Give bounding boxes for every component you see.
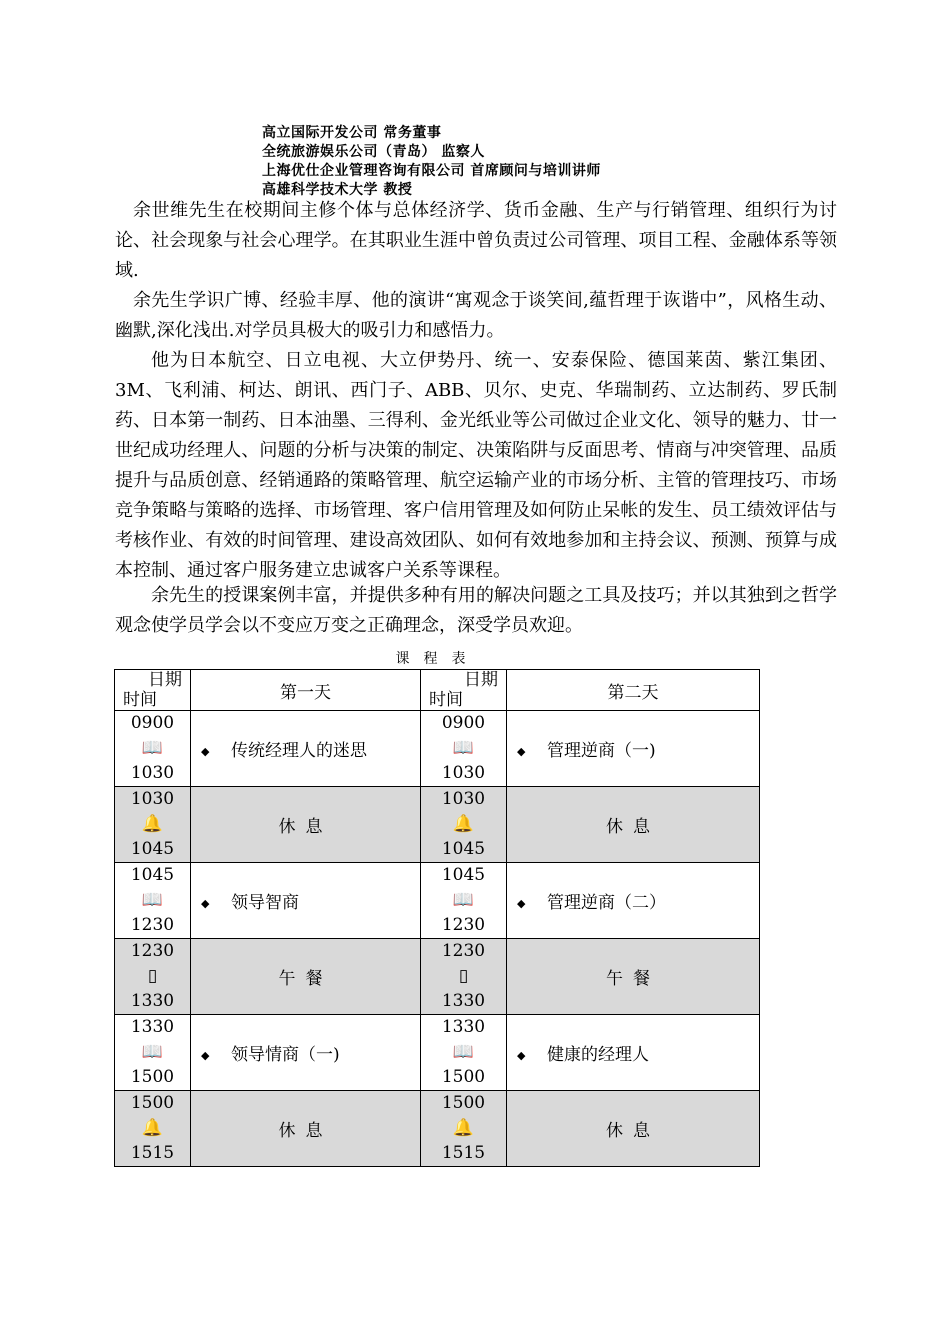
bio-paragraph-clients: 他为日本航空、日立电视、大立伊势丹、统一、安泰保险、德国莱茵、紫江集团、3M、飞利浦、柯达、朗讯、西门子、ABB、贝尔、史克、华瑞制药、立达制药、罗氏制药、日本第一制药、日本油墨、三得利、金光纸业等公司做过企业文化、领导的魅力、廿一世纪成功经理人、问题的分析与决策的制定、决策陷阱与反面思考、情商与冲突管理、品质提升与品质创意、经销通路的策略管理、航空运输产业的市场分析、主管的管理技巧、市场竞争策略与策略的选择、市场管理、客户信用管理及如何防止呆帐的发生、员工绩效评估与考核作业、有效的时间管理、建设高效团队、如何有效地参加和主持会议、预测、预算与成本控制、通过客户服务建立忠诚客户关系等课程。 — [115, 350, 837, 581]
end-time: 1330 — [441, 991, 486, 1011]
title-list — [262, 124, 601, 200]
break-cell — [507, 1091, 760, 1167]
time-label: 时间 — [123, 690, 157, 710]
session-title: 管理逆商（一) — [547, 741, 656, 761]
time-slot-cell — [421, 863, 507, 939]
bio-paragraph-style: 余先生学识广博、经验丰厚、他的演讲“寓观念于谈笑间,蕴哲理于诙谐中”，风格生动、幽默,深化浅出.对学员具极大的吸引力和感悟力。 — [115, 290, 837, 341]
time-slot-cell — [421, 711, 507, 787]
end-time: 1045 — [130, 839, 175, 859]
course-schedule-table — [114, 669, 760, 1167]
start-time: 0900 — [441, 713, 486, 733]
title-line: 全统旅游娱乐公司（青岛） 监察人 — [262, 144, 485, 160]
diamond-bullet-icon: ◆ — [517, 1049, 526, 1062]
break-label: 休息 — [278, 1121, 333, 1141]
session-title: 领导情商（一) — [231, 1045, 340, 1065]
book-icon: 📖 — [141, 890, 164, 910]
session-cell — [507, 711, 760, 787]
start-time: 1330 — [130, 1017, 175, 1037]
date-time-header — [115, 670, 191, 711]
book-icon: 📖 — [141, 738, 164, 758]
start-time: 1230 — [130, 941, 175, 961]
book-icon: 📖 — [141, 1042, 164, 1062]
break-cell — [507, 939, 760, 1015]
time-slot-cell — [115, 863, 191, 939]
time-slot-cell — [115, 1015, 191, 1091]
time-slot-cell — [115, 787, 191, 863]
diamond-bullet-icon: ◆ — [517, 897, 526, 910]
start-time: 1030 — [130, 789, 175, 809]
time-slot-cell — [421, 939, 507, 1015]
start-time: 1330 — [441, 1017, 486, 1037]
diamond-bullet-icon: ◆ — [201, 897, 210, 910]
table-row — [115, 711, 760, 787]
end-time: 1515 — [441, 1143, 486, 1163]
break-cell — [191, 787, 421, 863]
session-cell — [191, 863, 421, 939]
session-cell — [191, 1015, 421, 1091]
bell-icon: 🔔 — [141, 814, 164, 834]
date-label: 日期 — [464, 670, 498, 690]
diamond-bullet-icon: ◆ — [201, 1049, 210, 1062]
end-time: 1515 — [130, 1143, 175, 1163]
break-label: 休息 — [606, 1121, 660, 1141]
bell-icon: 🔔 — [452, 1118, 475, 1138]
title-line: 高雄科学技术大学 教授 — [262, 182, 413, 198]
time-slot-cell — [115, 711, 191, 787]
end-time: 1230 — [441, 915, 486, 935]
missing-glyph-icon: ▯ — [147, 966, 158, 986]
diamond-bullet-icon: ◆ — [517, 745, 526, 758]
time-slot-cell — [115, 1091, 191, 1167]
table-caption: 课程表 — [395, 651, 480, 667]
bio-paragraph-teaching: 余先生的授课案例丰富，并提供多种有用的解决问题之工具及技巧；并以其独到之哲学观念使学员学会以不变应万变之正确理念，深受学员欢迎。 — [115, 585, 837, 636]
table-row — [115, 787, 760, 863]
break-label: 午餐 — [606, 969, 660, 989]
time-label: 时间 — [429, 690, 463, 710]
break-label: 午餐 — [278, 969, 333, 989]
title-line: 高立国际开发公司 常务董事 — [262, 125, 442, 141]
session-cell — [507, 863, 760, 939]
end-time: 1030 — [441, 763, 486, 783]
session-cell — [191, 711, 421, 787]
diamond-bullet-icon: ◆ — [201, 745, 210, 758]
date-time-header — [421, 670, 507, 711]
start-time: 0900 — [130, 713, 175, 733]
start-time: 1500 — [441, 1093, 486, 1113]
start-time: 1500 — [130, 1093, 175, 1113]
table-row — [115, 1015, 760, 1091]
break-cell — [507, 787, 760, 863]
day1-header: 第一天 — [191, 670, 421, 711]
session-title: 健康的经理人 — [547, 1045, 649, 1065]
end-time: 1500 — [130, 1067, 175, 1087]
end-time: 1230 — [130, 915, 175, 935]
break-cell — [191, 939, 421, 1015]
date-label: 日期 — [148, 670, 182, 690]
book-icon: 📖 — [452, 1042, 475, 1062]
start-time: 1030 — [441, 789, 486, 809]
session-title: 管理逆商（二） — [547, 893, 666, 913]
start-time: 1230 — [441, 941, 486, 961]
bell-icon: 🔔 — [452, 814, 475, 834]
break-cell — [191, 1091, 421, 1167]
bio-paragraph-education: 余世维先生在校期间主修个体与总体经济学、货币金融、生产与行销管理、组织行为讨论、社会现象与社会心理学。在其职业生涯中曾负责过公司管理、项目工程、金融体系等领域. — [115, 200, 837, 281]
day2-header: 第二天 — [507, 670, 760, 711]
time-slot-cell — [115, 939, 191, 1015]
table-row — [115, 1091, 760, 1167]
table-row — [115, 863, 760, 939]
book-icon: 📖 — [452, 890, 475, 910]
time-slot-cell — [421, 787, 507, 863]
start-time: 1045 — [130, 865, 175, 885]
break-label: 休息 — [278, 817, 333, 837]
end-time: 1500 — [441, 1067, 486, 1087]
title-line: 上海优仕企业管理咨询有限公司 首席顾问与培训讲师 — [262, 163, 601, 179]
bell-icon: 🔔 — [141, 1118, 164, 1138]
time-slot-cell — [421, 1091, 507, 1167]
session-title: 传统经理人的迷思 — [231, 741, 367, 761]
end-time: 1030 — [130, 763, 175, 783]
table-header-row — [115, 670, 760, 711]
start-time: 1045 — [441, 865, 486, 885]
missing-glyph-icon: ▯ — [458, 966, 469, 986]
end-time: 1330 — [130, 991, 175, 1011]
book-icon: 📖 — [452, 738, 475, 758]
end-time: 1045 — [441, 839, 486, 859]
session-cell — [507, 1015, 760, 1091]
break-label: 休息 — [606, 817, 660, 837]
time-slot-cell — [421, 1015, 507, 1091]
table-row — [115, 939, 760, 1015]
session-title: 领导智商 — [231, 893, 299, 913]
